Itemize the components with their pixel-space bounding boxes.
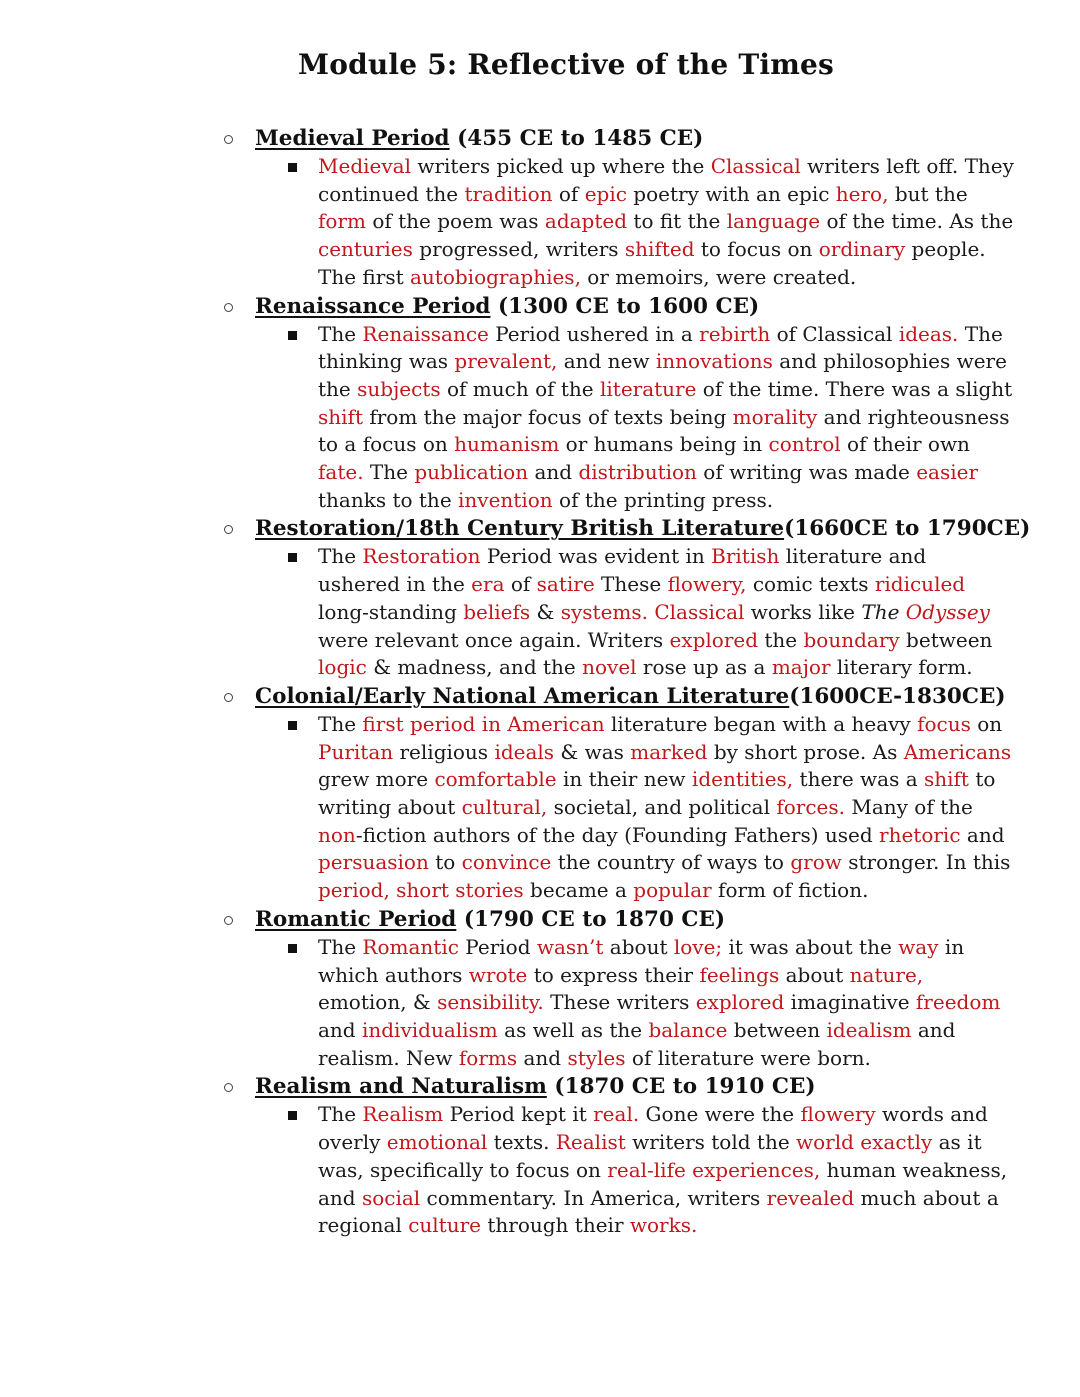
text-run: of: [552, 181, 585, 206]
highlighted-term: satire: [536, 572, 595, 597]
paragraph-line: [318, 962, 958, 990]
text-run: & was: [554, 739, 631, 764]
paragraph-item: [0, 1101, 1080, 1240]
text-run: The: [318, 711, 363, 736]
text-run: of literature were born.: [625, 1045, 871, 1070]
text-run: about: [603, 934, 674, 959]
paragraph-line: [318, 1212, 958, 1240]
text-run: and: [911, 1017, 956, 1042]
section: [0, 292, 1080, 515]
text-run: Gone were the: [639, 1102, 801, 1127]
text-run: writers left off. They: [800, 154, 1014, 178]
highlighted-term: wrote: [468, 962, 528, 987]
section-title: Medieval Period: [255, 126, 450, 151]
text-run: as well as the: [497, 1017, 649, 1042]
highlighted-term: logic: [318, 655, 367, 680]
text-run: from the major focus of texts being: [362, 404, 733, 429]
highlighted-term: convince: [461, 850, 552, 875]
highlighted-term: forces.: [776, 795, 845, 820]
text-run: the: [758, 627, 804, 652]
section-title: Realism and Naturalism: [255, 1074, 547, 1100]
text-run: poetry with an epic: [626, 181, 836, 206]
text-run: writing about: [318, 795, 462, 820]
highlighted-term: publication: [414, 460, 529, 485]
text-run: The: [363, 460, 415, 485]
text-run: and philosophies were: [772, 349, 1007, 374]
highlighted-term: innovations: [655, 349, 773, 374]
section-paragraph: [0, 543, 993, 682]
highlighted-term: flowery: [800, 1102, 876, 1127]
text-run: of the time. There was a slight: [696, 376, 1013, 401]
text-run: works like: [744, 599, 862, 624]
paragraph-line: [318, 459, 979, 487]
highlighted-term: ridiculed: [874, 572, 966, 597]
text-run: texts.: [487, 1130, 556, 1155]
square-bullet-icon: [288, 163, 297, 172]
text-run: Many of the: [845, 795, 973, 820]
highlighted-term: styles: [567, 1045, 626, 1070]
circle-bullet-icon: [224, 693, 233, 702]
text-run: was, specifically to focus on: [318, 1157, 608, 1182]
highlighted-term: Romantic: [362, 934, 459, 959]
text-run: of the poem was: [365, 209, 545, 234]
text-run: through their: [481, 1213, 630, 1238]
paragraph-line: [318, 599, 990, 627]
section-paragraph: [0, 153, 1014, 292]
text-run: societal, and political: [547, 795, 777, 820]
text-run: -fiction authors of the day (Founding Fathers) used: [355, 822, 880, 847]
paragraph-line: [318, 348, 1007, 376]
text-run: to fit the: [627, 209, 727, 234]
highlighted-term: flowery,: [667, 572, 747, 597]
paragraph-line: [318, 934, 965, 962]
text-run: of much of the: [440, 376, 600, 401]
highlighted-term: beliefs: [463, 599, 531, 624]
section-dates: (455 CE to 1485 CE): [449, 126, 704, 151]
highlighted-term: Realist: [555, 1130, 626, 1155]
text-run: ushered in the: [318, 572, 472, 597]
highlighted-term: subjects: [357, 376, 441, 401]
text-run: continued the: [318, 181, 465, 206]
text-run: as it: [932, 1130, 982, 1155]
section-paragraph: [0, 711, 1012, 905]
highlighted-term: grow: [790, 850, 842, 875]
highlighted-term: era: [471, 572, 505, 597]
paragraph-item: [0, 321, 1080, 515]
highlighted-term: comfortable: [434, 767, 557, 792]
highlighted-term: form: [318, 209, 366, 234]
highlighted-term: systems.: [560, 599, 648, 624]
highlighted-term: way: [898, 934, 939, 959]
text-run: and: [528, 460, 579, 485]
highlighted-term: popular: [633, 878, 712, 903]
highlighted-term: freedom: [915, 990, 1001, 1015]
section-dates: (1600CE-1830CE): [789, 683, 1006, 709]
highlighted-term: morality: [732, 404, 818, 429]
highlighted-term: real-life experiences,: [607, 1157, 821, 1182]
highlighted-term: Renaissance: [362, 321, 489, 346]
text-run: writers picked up where the: [410, 154, 711, 178]
text-run: and: [318, 1185, 362, 1210]
text-run: between: [899, 627, 993, 652]
highlighted-term: prevalent,: [454, 349, 558, 374]
highlighted-term: explored: [669, 627, 759, 652]
highlighted-term: idealism: [826, 1017, 912, 1042]
highlighted-term: tradition: [464, 181, 553, 206]
highlighted-term: ideas.: [898, 321, 959, 346]
text-run: progressed, writers: [412, 237, 625, 262]
circle-bullet-icon: [224, 1083, 233, 1092]
paragraph-line: [318, 711, 1003, 739]
paragraph-line: [318, 877, 958, 905]
highlighted-term: Classical: [654, 599, 745, 624]
highlighted-term: non: [318, 822, 356, 847]
paragraph-line: [318, 1157, 1008, 1185]
text-run: These writers: [543, 990, 696, 1015]
paragraph-line: [318, 794, 973, 822]
highlighted-term: major: [771, 655, 831, 680]
highlighted-term: British: [711, 544, 780, 569]
text-run: in their new: [556, 767, 692, 792]
text-run: literature began with a heavy: [604, 711, 918, 736]
paragraph-line: [318, 822, 1005, 850]
text-run: &: [530, 599, 561, 624]
highlighted-term: novel: [582, 655, 637, 680]
text-run: Period kept it: [443, 1102, 594, 1127]
section: [0, 905, 1080, 1073]
text-run: The first: [318, 264, 410, 289]
text-run: to focus on: [694, 237, 819, 262]
text-run: overly: [318, 1130, 387, 1155]
text-run: and new: [557, 349, 656, 374]
highlighted-term: persuasion: [318, 850, 429, 875]
paragraph-line: [318, 627, 993, 655]
text-run: of their own: [840, 432, 970, 457]
text-run: which authors: [318, 962, 469, 987]
section-title: Renaissance Period: [255, 293, 491, 319]
highlighted-term: first period in American: [362, 711, 605, 736]
text-run: long-standing: [318, 599, 464, 624]
text-run: and: [517, 1045, 568, 1070]
text-run: literary form.: [830, 655, 973, 680]
paragraph-item: [0, 543, 1080, 682]
text-run: comic texts: [746, 572, 875, 597]
highlighted-term: forms: [458, 1045, 518, 1070]
highlighted-term: emotional: [386, 1130, 488, 1155]
paragraph-line: [318, 739, 1012, 767]
highlighted-term: wasn’t: [536, 934, 604, 959]
highlighted-term: sensibility.: [437, 990, 544, 1015]
text-run: and: [960, 822, 1005, 847]
highlighted-term: adapted: [544, 209, 628, 234]
section-heading: [0, 1072, 1080, 1101]
square-bullet-icon: [288, 331, 297, 340]
highlighted-term: feelings: [699, 962, 780, 987]
section-dates: (1790 CE to 1870 CE): [456, 906, 726, 932]
section-list: [0, 124, 1080, 1240]
highlighted-term: centuries: [318, 237, 413, 262]
circle-bullet-icon: [224, 303, 233, 312]
square-bullet-icon: [288, 1111, 297, 1120]
highlighted-term: distribution: [578, 460, 697, 485]
highlighted-term: culture: [408, 1213, 481, 1238]
highlighted-term: identities,: [691, 767, 794, 792]
text-run: religious: [393, 739, 495, 764]
highlighted-term: world exactly: [796, 1130, 933, 1155]
text-run: The: [318, 934, 363, 959]
text-run: thinking was: [318, 349, 455, 374]
highlighted-term: language: [726, 209, 821, 234]
section-dates: (1660CE to 1790CE): [784, 516, 1031, 542]
section-title: Romantic Period: [255, 906, 457, 932]
text-run: of Classical: [770, 321, 899, 346]
section-paragraph: [0, 1101, 1008, 1240]
section-title: Colonial/Early National American Literature: [255, 683, 790, 709]
text-run: and: [318, 1017, 362, 1042]
text-run: Period was evident in: [480, 544, 712, 569]
square-bullet-icon: [288, 553, 297, 562]
paragraph-line: [318, 321, 1003, 349]
highlighted-term: Medieval: [318, 154, 411, 178]
highlighted-term: invention: [458, 487, 553, 512]
paragraph-line: [318, 989, 1001, 1017]
text-run: The: [861, 599, 906, 624]
highlighted-term: easier: [916, 460, 979, 485]
highlighted-term: Classical: [710, 154, 801, 178]
text-run: were relevant once again. Writers: [318, 627, 670, 652]
text-run: imaginative: [784, 990, 916, 1015]
section-heading: [0, 292, 1080, 321]
highlighted-term: epic: [584, 181, 627, 206]
highlighted-term: Realism: [362, 1102, 444, 1127]
text-run: The: [318, 544, 363, 569]
highlighted-term: explored: [695, 990, 785, 1015]
section-heading: [0, 682, 1080, 711]
text-run: became a: [523, 878, 634, 903]
highlighted-term: real.: [593, 1102, 640, 1127]
text-run: regional: [318, 1213, 409, 1238]
text-run: Period: [458, 934, 537, 959]
highlighted-term: cultural,: [461, 795, 548, 820]
text-run: or humans being in: [559, 432, 769, 457]
paragraph-line: [318, 264, 958, 292]
text-run: rose up as a: [636, 655, 772, 680]
text-run: the: [318, 376, 358, 401]
section: [0, 1072, 1080, 1240]
highlighted-term: ordinary: [818, 237, 906, 262]
text-run: to: [428, 850, 462, 875]
highlighted-term: shifted: [624, 237, 695, 262]
section-heading: [0, 124, 1080, 153]
paragraph-item: [0, 934, 1080, 1073]
text-run: literature and: [779, 544, 927, 569]
text-run: of the time. As the: [820, 209, 1014, 234]
highlighted-term: Puritan: [318, 739, 394, 764]
highlighted-term: works.: [629, 1213, 698, 1238]
text-run: of the printing press.: [552, 487, 774, 512]
paragraph-line: [318, 1129, 982, 1157]
paragraph-line: [318, 1045, 958, 1073]
highlighted-term: nature,: [849, 962, 924, 987]
text-run: between: [727, 1017, 827, 1042]
highlighted-term: period, short stories: [318, 878, 524, 903]
paragraph-line: [318, 1101, 988, 1129]
highlighted-term: Restoration: [362, 544, 481, 569]
paragraph-line: [318, 487, 958, 515]
text-run: emotion, &: [318, 990, 438, 1015]
paragraph-line: [318, 431, 970, 459]
paragraph-item: [0, 153, 1080, 292]
circle-bullet-icon: [224, 135, 233, 144]
section-heading: [0, 514, 1080, 543]
section-heading: [0, 905, 1080, 934]
paragraph-line: [318, 543, 958, 571]
text-run: people.: [905, 237, 986, 262]
paragraph-line: [318, 1017, 958, 1045]
highlighted-term: hero,: [835, 181, 889, 206]
square-bullet-icon: [288, 944, 297, 953]
highlighted-term: Americans: [903, 739, 1012, 764]
text-run: These: [594, 572, 668, 597]
text-run: it was about the: [722, 934, 899, 959]
text-run: about: [779, 962, 850, 987]
highlighted-term: boundary: [803, 627, 900, 652]
text-run: or memoirs, were created.: [580, 264, 857, 289]
text-run: The: [318, 1102, 363, 1127]
paragraph-line: [318, 153, 1014, 181]
text-run: writers told the: [625, 1130, 797, 1155]
text-run: grew more: [318, 767, 435, 792]
highlighted-term: Odyssey: [905, 599, 990, 624]
text-run: to express their: [527, 962, 700, 987]
text-run: much about a: [854, 1185, 999, 1210]
text-run: stronger. In this: [841, 850, 1011, 875]
text-run: but the: [888, 181, 968, 206]
text-run: of writing was made: [696, 460, 917, 485]
highlighted-term: shift: [923, 767, 969, 792]
text-run: Period ushered in a: [488, 321, 700, 346]
paragraph-line: [318, 404, 1010, 432]
paragraph-line: [318, 654, 973, 682]
highlighted-term: humanism: [454, 432, 560, 457]
highlighted-term: fate.: [318, 460, 364, 485]
paragraph-line: [318, 1185, 999, 1213]
circle-bullet-icon: [224, 525, 233, 534]
paragraph-line: [318, 849, 1011, 877]
section: [0, 682, 1080, 905]
section-dates: (1300 CE to 1600 CE): [490, 293, 760, 319]
section-title: Restoration/18th Century British Literature: [255, 516, 785, 542]
highlighted-term: shift: [318, 404, 363, 429]
text-run: to: [968, 767, 996, 792]
highlighted-term: rebirth: [699, 321, 771, 346]
section: [0, 514, 1080, 682]
highlighted-term: autobiographies,: [409, 264, 581, 289]
section: [0, 124, 1080, 292]
highlighted-term: focus: [917, 711, 971, 736]
text-run: on: [970, 711, 1003, 736]
text-run: thanks to the: [318, 487, 459, 512]
section-paragraph: [0, 934, 1001, 1073]
paragraph-item: [0, 711, 1080, 905]
highlighted-term: marked: [630, 739, 708, 764]
highlighted-term: literature: [599, 376, 697, 401]
highlighted-term: individualism: [361, 1017, 498, 1042]
text-run: in: [938, 934, 965, 959]
text-run: there was a: [793, 767, 924, 792]
page-title: Module 5: Reflective of the Times: [298, 48, 835, 81]
text-run: by short prose. As: [707, 739, 904, 764]
highlighted-term: love;: [673, 934, 723, 959]
text-run: commentary. In America, writers: [420, 1185, 767, 1210]
highlighted-term: balance: [648, 1017, 728, 1042]
paragraph-line: [318, 376, 1013, 404]
text-run: The: [318, 321, 363, 346]
text-run: realism. New: [318, 1045, 459, 1070]
highlighted-term: ideals: [494, 739, 555, 764]
highlighted-term: control: [768, 432, 841, 457]
section-dates: (1870 CE to 1910 CE): [546, 1074, 816, 1100]
text-run: human weakness,: [820, 1157, 1008, 1182]
paragraph-line: [318, 208, 1014, 236]
highlighted-term: social: [361, 1185, 421, 1210]
highlighted-term: rhetoric: [879, 822, 961, 847]
circle-bullet-icon: [224, 916, 233, 925]
text-run: words and: [875, 1102, 988, 1127]
paragraph-line: [318, 236, 986, 264]
paragraph-line: [318, 181, 968, 209]
paragraph-line: [318, 571, 966, 599]
section-paragraph: [0, 321, 1013, 515]
text-run: The: [958, 321, 1003, 346]
highlighted-term: revealed: [766, 1185, 855, 1210]
text-run: & madness, and the: [366, 655, 583, 680]
square-bullet-icon: [288, 721, 297, 730]
text-run: and righteousness: [817, 404, 1010, 429]
text-run: to a focus on: [318, 432, 455, 457]
paragraph-line: [318, 766, 996, 794]
text-run: form of fiction.: [711, 878, 869, 903]
text-run: the country of ways to: [551, 850, 791, 875]
text-run: of: [504, 572, 537, 597]
